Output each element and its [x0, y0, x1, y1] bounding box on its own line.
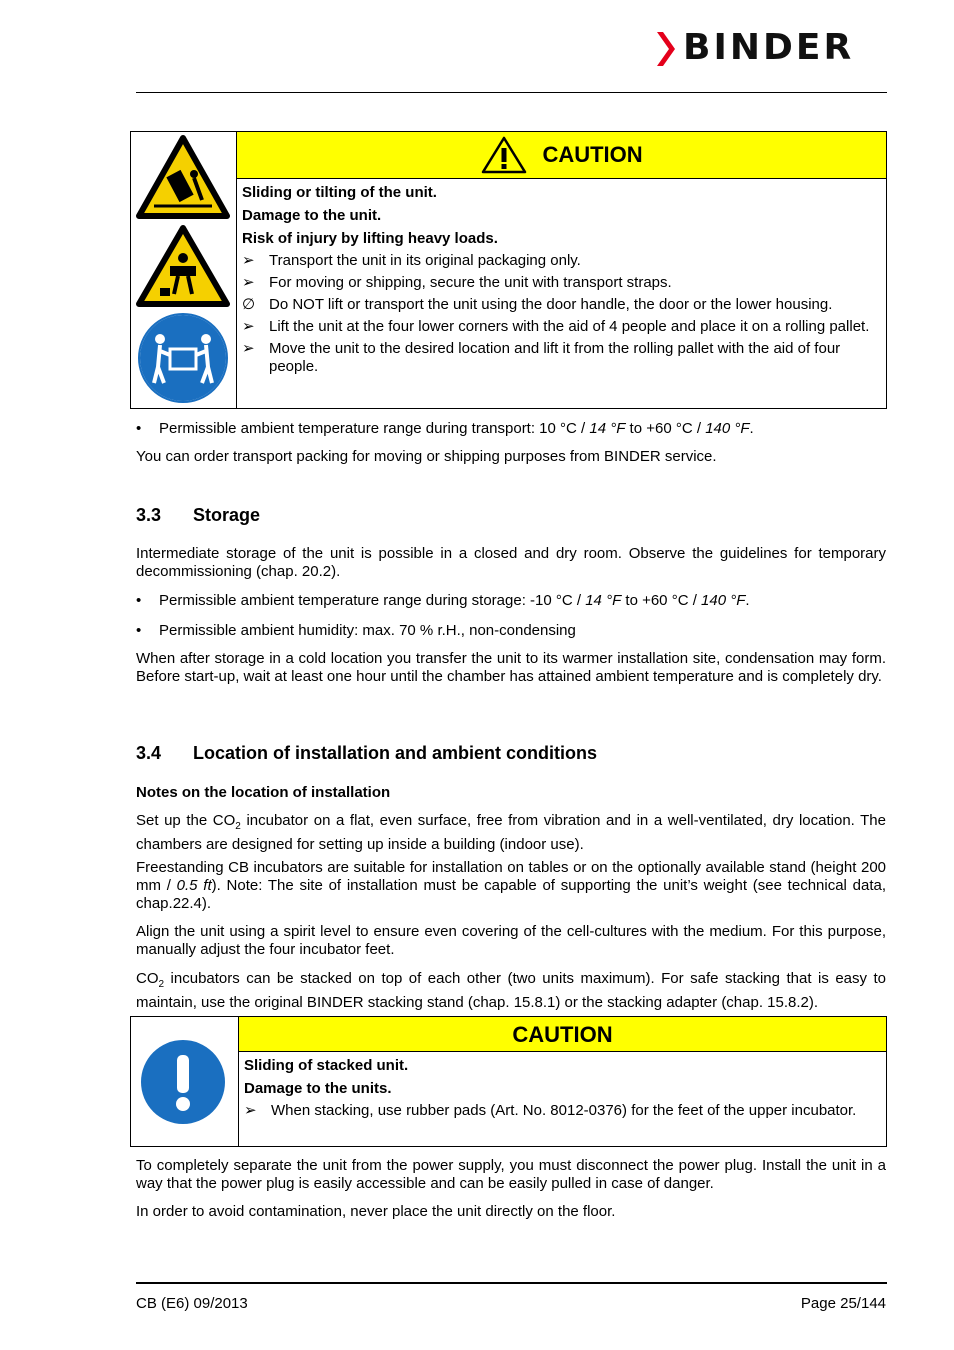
footer-rule: [136, 1282, 887, 1284]
arrow-bullet-icon: ➢: [242, 318, 255, 335]
logo-arrow-icon: [655, 30, 679, 68]
caution-line: Risk of injury by lifting heavy loads.: [242, 230, 498, 247]
location-para-1: Set up the $CO_2$ incubator on a flat, even surface, free from vibration and in a well-ventilated, dry location. The chambers are designed for setting up inside a building (indoor use).: [136, 812, 886, 853]
section-heading-storage: 3.3 Storage: [136, 505, 261, 525]
caution-box-transport: [130, 131, 887, 409]
caution-header: [239, 1017, 887, 1052]
caution-header: [237, 132, 887, 179]
caution-item: ∅ Do NOT lift or transport the unit using the door handle, the door or the lower housing.: [242, 296, 833, 313]
two-person-lift-icon: [136, 311, 231, 406]
location-para-3: Align the unit using a spirit level to ensure even covering of the cell-cultures with the medium. For this purpose, manually adjust the four incubator feet.: [136, 923, 886, 958]
caution-icons-column: [131, 1017, 239, 1147]
storage-para-1: Intermediate storage of the unit is possible in a closed and dry room. Observe the guidelines for temporary decommissioning (chap. 20.2).: [136, 545, 886, 580]
header-rule: [136, 92, 887, 93]
heavy-load-hazard-icon: [136, 224, 231, 309]
arrow-bullet-icon: ➢: [242, 274, 255, 291]
caution-item: ➢ Lift the unit at the four lower corners with the aid of 4 people and place it on a rolling pallet.: [242, 318, 870, 335]
caution-item: ➢ For moving or shipping, secure the unit with transport straps.: [242, 274, 672, 291]
caution-title: CAUTION: [542, 142, 643, 167]
caution-box-stacking: [130, 1016, 887, 1147]
caution-title: CAUTION: [512, 1021, 613, 1047]
caution-icons-column: [131, 132, 237, 409]
section-heading-location: 3.4 Location of installation and ambient conditions: [136, 743, 598, 763]
transport-packing-note: You can order transport packing for moving or shipping purposes from BINDER service.: [136, 448, 717, 465]
arrow-bullet-icon: ➢: [244, 1102, 257, 1119]
tilting-hazard-icon: [136, 134, 231, 224]
binder-logo: [655, 27, 887, 68]
caution-line: Sliding or tilting of the unit.: [242, 184, 437, 201]
caution-line: Damage to the units.: [244, 1080, 392, 1097]
arrow-bullet-icon: ➢: [242, 340, 255, 357]
closing-para-2: In order to avoid contamination, never place the unit directly on the floor.: [136, 1203, 616, 1220]
location-subheading: Notes on the location of installation: [136, 784, 391, 801]
footer-page-number: Page 25/144: [800, 1295, 886, 1312]
caution-item: ➢ Transport the unit in its original packaging only.: [242, 252, 581, 269]
prohibition-bullet-icon: ∅: [242, 296, 256, 313]
footer-doc-id: CB (E6) 09/2013: [136, 1295, 248, 1312]
caution-line: Sliding of stacked unit.: [244, 1057, 409, 1074]
caution-body: [239, 1052, 887, 1147]
closing-para-1: To completely separate the unit from the power supply, you must disconnect the power plug. Install the unit in a way that the power plug is easily accessible and can be easily pulled in case of danger.: [136, 1157, 886, 1192]
brand-name: BINDER: [683, 27, 855, 68]
warning-triangle-icon: [480, 135, 528, 175]
mandatory-note-icon: [138, 1037, 228, 1127]
caution-item: ➢ When stacking, use rubber pads (Art. No. 8012-0376) for the feet of the upper incubator.: [244, 1102, 857, 1119]
caution-body: [237, 179, 887, 409]
location-para-4: $CO_2$ incubators can be stacked on top of each other (two units maximum). For safe stacking that is easy to maintain, use the original BINDER stacking stand (chap. 15.8.1) or the stacking adapter (chap. 15.8.2).: [136, 970, 886, 1011]
caution-item: ➢ Move the unit to the desired location and lift it from the rolling pallet with the aid of four people.: [242, 340, 841, 375]
storage-para-2: When after storage in a cold location you transfer the unit to its warmer installation site, condensation may form. Before start-up, wait at least one hour until the chamber has attained ambient temperature and is completely dry.: [136, 650, 886, 685]
caution-line: Damage to the unit.: [242, 207, 382, 224]
arrow-bullet-icon: ➢: [242, 252, 255, 269]
location-para-2: Freestanding CB incubators are suitable for installation on tables or on the optionally available stand (height 200 mm / 0.5 ft). Note: The site of installation must be capable of supporting the unit’s weight (see technical data, chap.22.4).: [136, 859, 886, 912]
